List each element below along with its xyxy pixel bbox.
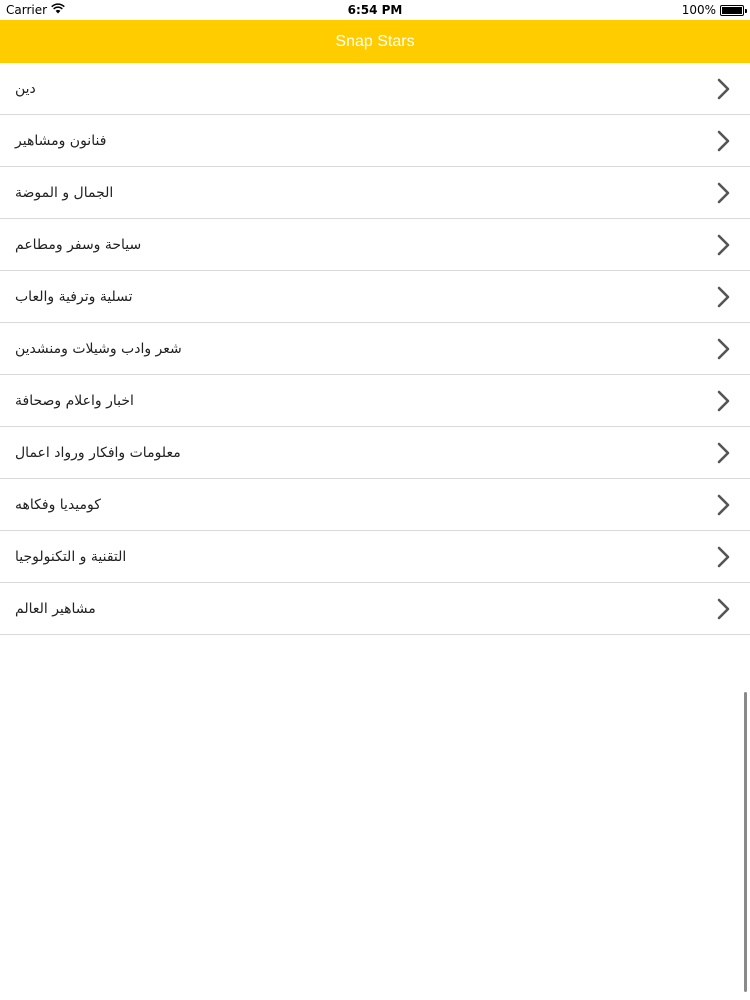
category-row[interactable] [0, 323, 750, 375]
clock: 6:54 PM [347, 3, 403, 17]
category-label: معلومات وافكار ورواد اعمال [15, 444, 181, 461]
status-right [682, 3, 744, 17]
category-label: التقنية و التكنولوجيا [15, 548, 127, 565]
battery-level [722, 7, 742, 14]
category-row[interactable] [0, 583, 750, 635]
category-row[interactable] [0, 115, 750, 167]
category-row[interactable] [0, 479, 750, 531]
category-row[interactable] [0, 219, 750, 271]
chevron-right-icon [712, 597, 736, 621]
category-label: تسلية وترفية والعاب [15, 288, 133, 305]
status-bar [0, 0, 750, 20]
category-row[interactable] [0, 531, 750, 583]
chevron-right-icon [712, 129, 736, 153]
category-label: فنانون ومشاهير [15, 132, 107, 149]
chevron-right-icon [712, 181, 736, 205]
battery-icon [720, 5, 744, 16]
chevron-right-icon [712, 233, 736, 257]
category-label: مشاهير العالم [15, 600, 96, 617]
category-label: شعر وادب وشيلات ومنشدين [15, 340, 182, 357]
chevron-right-icon [712, 77, 736, 101]
category-row[interactable] [0, 427, 750, 479]
category-list [0, 63, 750, 635]
chevron-right-icon [712, 389, 736, 413]
battery-percent: 100% [681, 3, 716, 17]
category-row[interactable] [0, 167, 750, 219]
category-label: الجمال و الموضة [15, 184, 114, 201]
category-row[interactable] [0, 375, 750, 427]
category-label: سياحة وسفر ومطاعم [15, 236, 142, 253]
category-label: دين [15, 80, 36, 97]
nav-title: Snap Stars [335, 32, 415, 50]
navigation-bar [0, 20, 750, 63]
chevron-right-icon [712, 545, 736, 569]
chevron-right-icon [712, 337, 736, 361]
category-label: كوميديا وفكاهه [15, 496, 101, 513]
chevron-right-icon [712, 493, 736, 517]
category-label: اخبار واعلام وصحافة [15, 392, 134, 409]
chevron-right-icon [712, 441, 736, 465]
category-row[interactable] [0, 63, 750, 115]
category-row[interactable] [0, 271, 750, 323]
carrier-label: Carrier [6, 3, 48, 17]
scroll-indicator[interactable] [744, 692, 747, 992]
chevron-right-icon [712, 285, 736, 309]
